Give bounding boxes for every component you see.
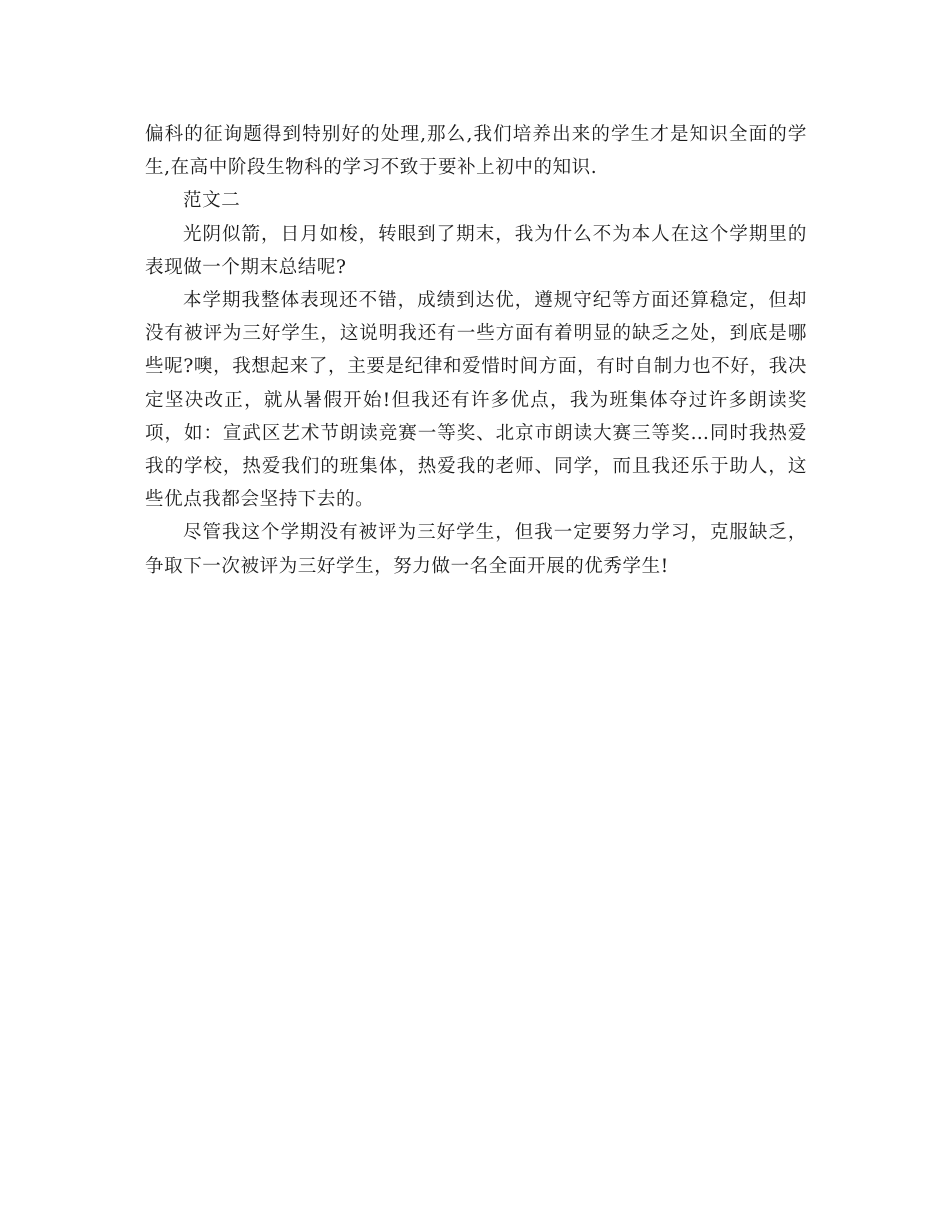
paragraph-self-review: 本学期我整体表现还不错，成绩到达优，遵规守纪等方面还算稳定，但却没有被评为三好学生，这说明我还有一些方面有着明显的缺乏之处，到底是哪些呢?噢，我想起来了，主要是纪律和爱惜时间方面，有时自制力也不好，我决定坚决改正，就从暑假开始!但我还有许多优点，我为班集体夺过许多朗读奖项，如：宣武区艺术节朗读竞赛一等奖、北京市朗读大赛三等奖…同时我热爱我的学校，热爱我们的班集体，热爱我的老师、同学，而且我还乐于助人，这些优点我都会坚持下去的。	[145, 290, 807, 511]
paragraph-conclusion: 尽管我这个学期没有被评为三好学生，但我一定要努力学习，克服缺乏，争取下一次被评为三好学生，努力做一名全面开展的优秀学生!	[145, 522, 807, 577]
document-body	[145, 118, 807, 583]
section-heading: 范文二	[183, 190, 241, 212]
paragraph-continuation: 偏科的征询题得到特别好的处理,那么,我们培养出来的学生才是知识全面的学生,在高中阶段生物科的学习不致于要补上初中的知识.	[145, 124, 807, 179]
paragraph-intro: 光阴似箭，日月如梭，转眼到了期末，我为什么不为本人在这个学期里的表现做一个期末总结呢?	[145, 223, 807, 278]
